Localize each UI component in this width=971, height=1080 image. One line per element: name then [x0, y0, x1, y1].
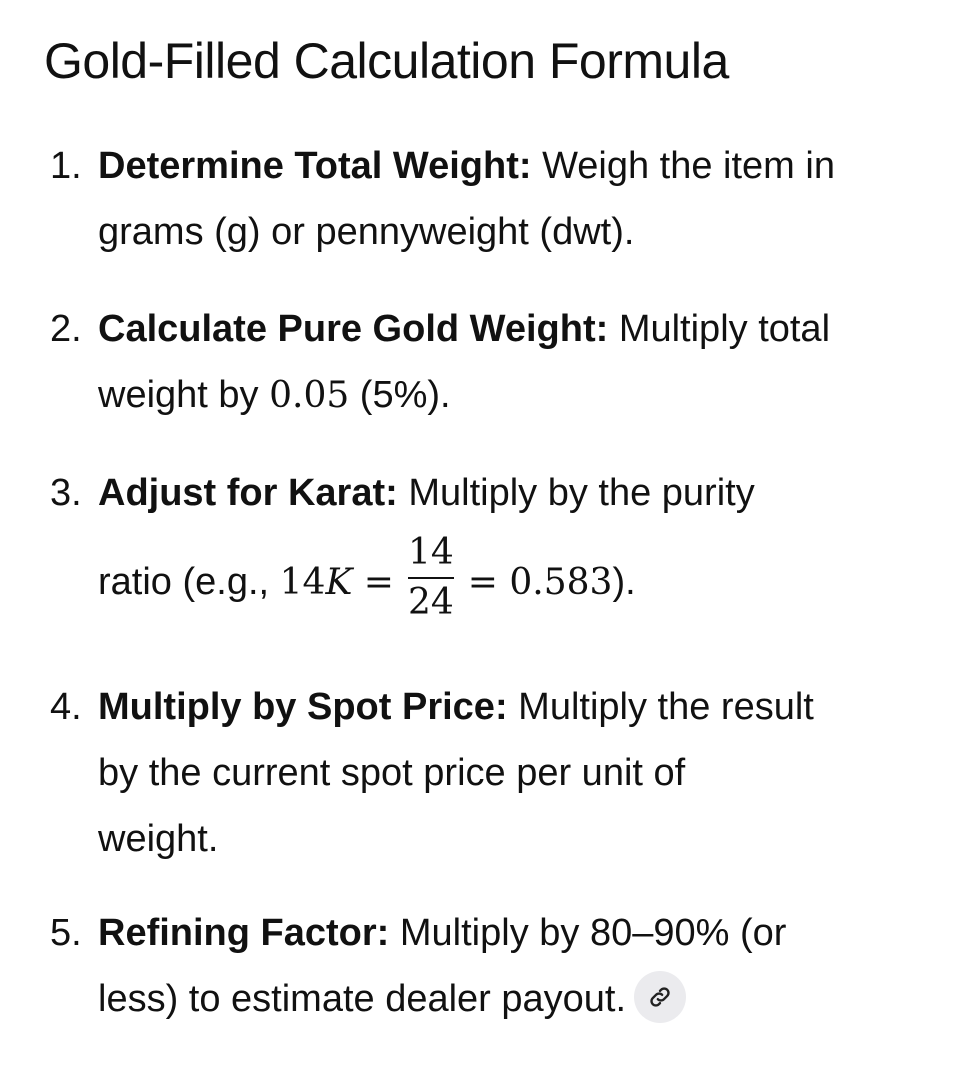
step-body — [98, 460, 938, 639]
math-variable: K — [325, 562, 353, 603]
step-text: ). — [612, 561, 636, 603]
step-label: Multiply by Spot Price: — [98, 686, 508, 728]
step-text: Multiply the result — [507, 686, 814, 728]
step-number: 2. — [50, 308, 82, 350]
math-equals: = — [352, 562, 394, 603]
step-text: weight. — [98, 818, 219, 860]
step-label: Determine Total Weight: — [98, 145, 532, 187]
step-line — [98, 900, 938, 966]
fraction-denominator: 24 — [407, 581, 454, 623]
step-label: Calculate Pure Gold Weight: — [98, 308, 609, 350]
step-line — [98, 674, 938, 740]
math-result: = 0.583 — [467, 562, 613, 603]
step-body — [98, 296, 938, 429]
fraction-numerator: 14 — [407, 531, 454, 573]
step-text: ratio (e.g., — [98, 561, 280, 603]
step-text: Weigh the item in — [531, 145, 835, 187]
math-fraction — [408, 531, 454, 625]
step-line — [98, 526, 938, 639]
link-icon[interactable] — [634, 971, 686, 1023]
step-text: weight by — [98, 374, 270, 416]
step-line — [98, 296, 938, 362]
step-label: Adjust for Karat: — [98, 472, 398, 514]
step-text: (5%). — [349, 374, 451, 416]
step-label: Refining Factor: — [98, 912, 390, 954]
step-line — [98, 133, 938, 199]
step-text: Multiply by 80–90% (or — [389, 912, 787, 954]
math-value: 0.05 — [269, 375, 350, 416]
step-body — [98, 133, 938, 265]
page-title: Gold-Filled Calculation Formula — [44, 33, 729, 89]
math-number: 14 — [279, 562, 326, 603]
step-text: less) to estimate dealer payout. — [98, 978, 627, 1020]
step-number: 1. — [50, 145, 82, 187]
step-text: Multiply by the purity — [397, 472, 755, 514]
step-line — [98, 362, 938, 429]
step-number: 4. — [50, 686, 82, 728]
step-body — [98, 900, 938, 1032]
step-body — [98, 674, 938, 872]
link-icon-glyph — [647, 984, 673, 1010]
fraction-bar — [408, 577, 454, 579]
step-line — [98, 460, 938, 526]
math-expression — [280, 562, 394, 603]
step-text: grams (g) or pennyweight (dwt). — [98, 211, 635, 253]
step-number: 3. — [50, 472, 82, 514]
step-line — [98, 966, 938, 1032]
step-text: by the current spot price per unit of — [98, 752, 686, 794]
step-text: Multiply total — [608, 308, 831, 350]
step-number: 5. — [50, 912, 82, 954]
